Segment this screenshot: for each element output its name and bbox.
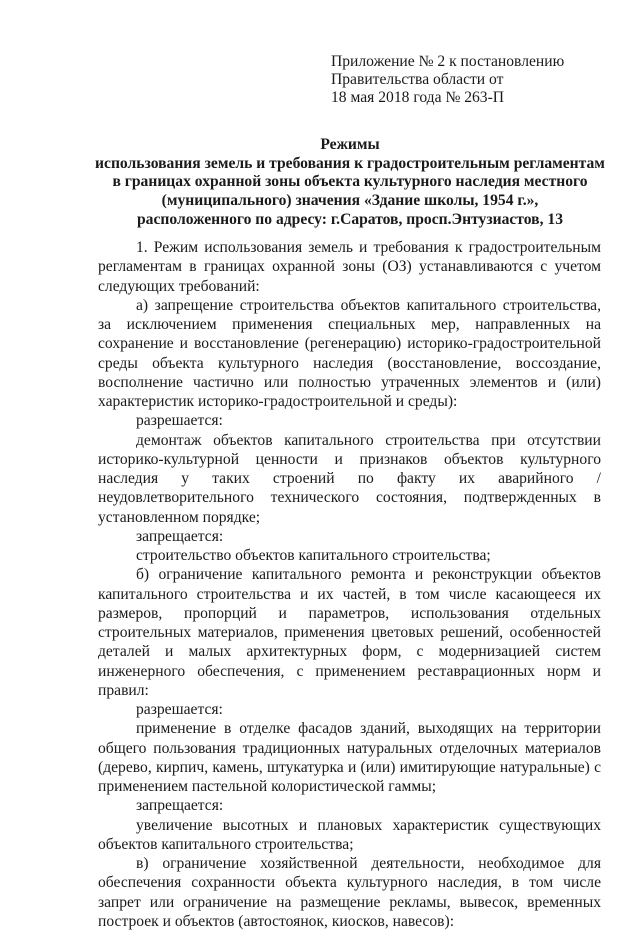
item-b-forbidden: увеличение высотных и плановых характеристик существующих объектов капитального строительства;	[98, 816, 601, 853]
title-line: расположенного по адресу: г.Саратов, просп.Энтузиастов, 13	[137, 210, 563, 228]
title-line: использования земель и требования к градостроительным регламентам	[95, 154, 605, 172]
item-b-allowed: применение в отделке фасадов зданий, выходящих на территории общего пользования традиционных натуральных отделочных материалов (дерево, кирпич, камень, штукатурка и (или) имитирующие натуральные) с применением пастельной колористической гаммы;	[98, 720, 601, 795]
document-title	[80, 136, 620, 230]
item-a-allowed-label: разрешается:	[136, 412, 223, 430]
item-a-forbidden-label: запрещается:	[136, 527, 224, 545]
title-line: (муниципального) значения «Здание школы, 1954 г.»,	[161, 192, 539, 210]
item-a-allowed: демонтаж объектов капитального строительства при отсутствии историко-культурной ценности и признаков объектов культурного наследия у таких строений по факту их аварийного / неудовлетворительного технического состояния, подтвержденных в установленном порядке;	[98, 431, 601, 526]
appendix-line: Правительства области от	[331, 71, 504, 88]
appendix-reference	[331, 53, 621, 107]
item-b: б) ограничение капитального ремонта и реконструкции объектов капитального строительства и их частей, в том числе касающееся их размеров, пропорций и параметров, использования отдельных строительных материалов, применения цветовых решений, особенностей деталей и малых архитектурных форм, с модернизацией систем инженерного обеспечения, с применением реставрационных норм и правил:	[98, 566, 601, 699]
paragraph-1: 1. Режим использования земель и требования к градостроительным регламентам в границах охранной зоны (ОЗ) устанавливаются с учетом следующих требований:	[98, 239, 601, 295]
document-body	[98, 238, 601, 931]
item-a: а) запрещение строительства объектов капитального строительства, за исключением применения специальных мер, направленных на сохранение и восстановление (регенерацию) историко-градостроительной среды объекта культурного наследия (восстановление, воссоздание, восполнение частично или полностью утраченных элементов и (или) характеристик историко-градостроительной и среды):	[98, 296, 601, 410]
item-c: в) ограничение хозяйственной деятельности, необходимое для обеспечения сохранности объекта культурного наследия, в том числе запрет или ограничение на размещение рекламы, вывесок, временных построек и объектов (автостоянок, киосков, навесов):	[98, 855, 601, 930]
title-line: в границах охранной зоны объекта культурного наследия местного	[112, 173, 588, 191]
appendix-line: 18 мая 2018 года № 263-П	[331, 89, 505, 106]
title-heading: Режимы	[320, 136, 380, 153]
appendix-line: Приложение № 2 к постановлению	[331, 53, 565, 70]
item-b-allowed-label: разрешается:	[136, 701, 223, 718]
item-b-forbidden-label: запрещается:	[136, 797, 224, 815]
item-a-forbidden: строительство объектов капитального строительства;	[136, 547, 491, 564]
